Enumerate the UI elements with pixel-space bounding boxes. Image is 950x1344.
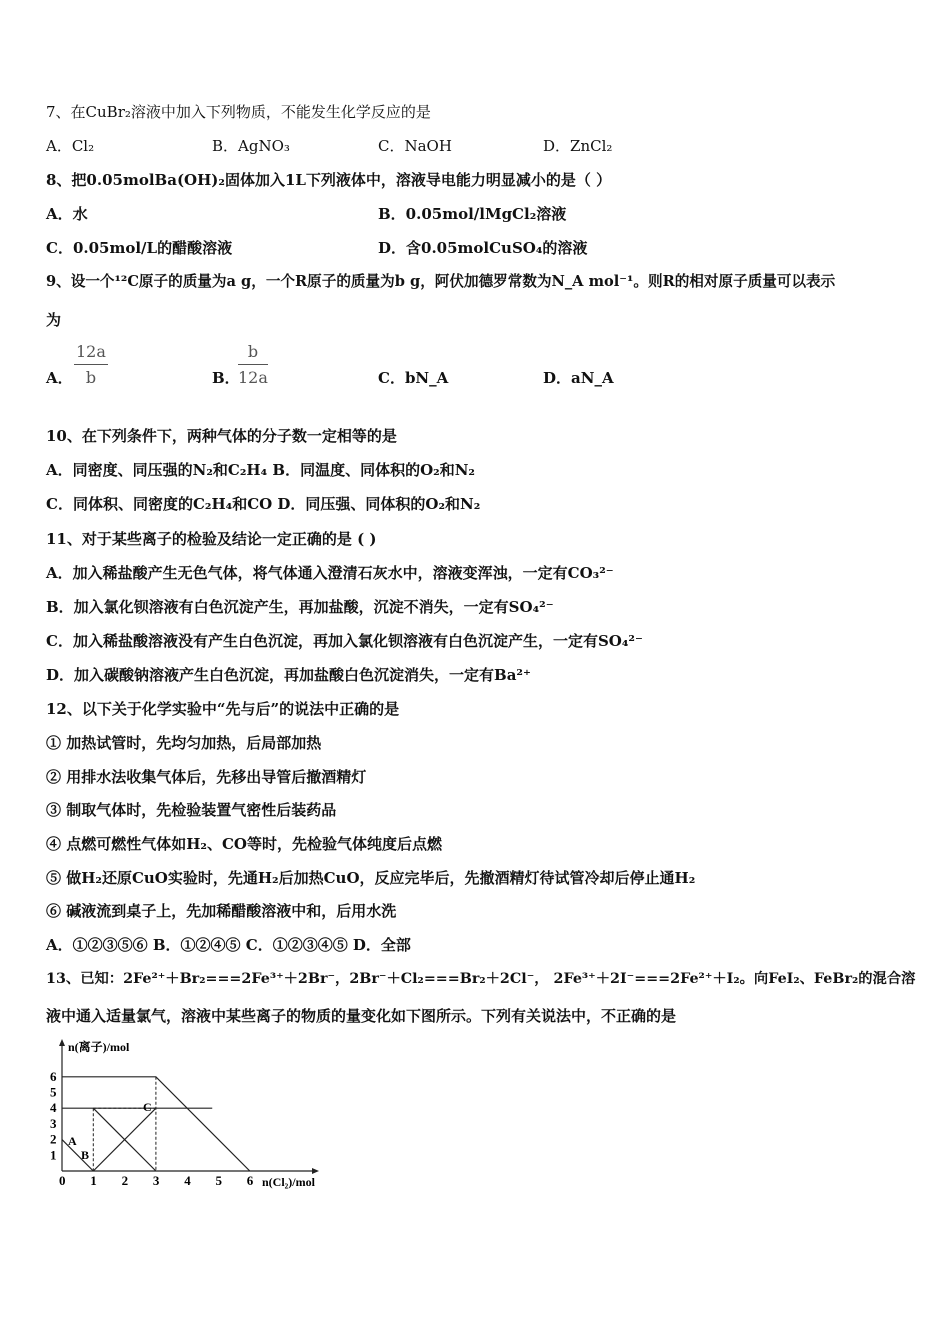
x-axis-label: n(Cl₂)/mol — [262, 1175, 315, 1189]
annotation-a: A — [68, 1134, 77, 1148]
q12-item-6: ⑥ 碱液流到桌子上，先加稀醋酸溶液中和，后用水洗 — [46, 902, 397, 920]
x-tick-label: 1 — [90, 1173, 97, 1188]
q12-stem: 12、以下关于化学实验中“先与后”的说法中正确的是 — [46, 700, 400, 718]
q12-item-5: ⑤ 做H₂还原CuO实验时，先通H₂后加热CuO，反应完毕后，先撤酒精灯待试管冷却后停止通H₂ — [46, 869, 696, 887]
q9-stem: 9、设一个¹²C原子的质量为a g，一个R原子的质量为b g，阿伏加德罗常数为N_A mol⁻¹。则R的相对原子质量可以表示 — [46, 273, 836, 290]
x-tick-label: 6 — [246, 1173, 254, 1188]
q9-a-denominator: b — [85, 368, 97, 387]
q8-option-b: B．0.05mol/lMgCl₂溶液 — [378, 205, 567, 223]
q11-option-a: A．加入稀盐酸产生无色气体，将气体通入澄清石灰水中，溶液变浑浊，一定有CO₃²⁻ — [46, 564, 614, 582]
q12-options: A．①②③⑤⑥ B．①②④⑤ C．①②③④⑤ D．全部 — [46, 936, 411, 954]
y-tick-label: 2 — [50, 1131, 57, 1147]
q10-stem: 10、在下列条件下，两种气体的分子数一定相等的是 — [46, 427, 397, 445]
q9-option-c: C．bN_A — [378, 369, 449, 387]
y-tick-label: 6 — [50, 1068, 57, 1084]
y-tick-label: 3 — [50, 1115, 57, 1131]
q11-stem: 11、对于某些离子的检验及结论一定正确的是 ( ) — [46, 530, 377, 548]
q11-option-d: D．加入碳酸钠溶液产生白色沉淀，再加盐酸白色沉淀消失，一定有Ba²⁺ — [46, 666, 531, 684]
q9-a-numerator: 12a — [74, 342, 108, 365]
q9-option-a-fraction — [74, 342, 108, 387]
q9-stem-cont: 为 — [46, 311, 62, 329]
q11-option-b: B．加入氯化钡溶液有白色沉淀产生，再加盐酸，沉淀不消失，一定有SO₄²⁻ — [46, 598, 554, 616]
q12-item-4: ④ 点燃可燃性气体如H₂、CO等时，先检验气体纯度后点燃 — [46, 835, 442, 853]
q8-option-c: C．0.05mol/L的醋酸溶液 — [46, 239, 233, 257]
q7-option-c: C．NaOH — [378, 137, 452, 155]
q12-item-1: ① 加热试管时，先均匀加热，后局部加热 — [46, 734, 322, 752]
x-tick-label: 3 — [152, 1173, 160, 1188]
q12-item-2: ② 用排水法收集气体后，先移出导管后撤酒精灯 — [46, 768, 367, 786]
x-tick-label: 2 — [121, 1173, 129, 1188]
q8-option-d: D．含0.05molCuSO₄的溶液 — [378, 239, 588, 257]
q9-option-b-fraction — [238, 342, 268, 387]
q9-b-denominator: 12a — [238, 368, 268, 387]
y-tick-label: 4 — [50, 1100, 57, 1116]
y-tick-label: 1 — [50, 1147, 57, 1163]
x-axis-arrow — [312, 1168, 319, 1174]
q9-b-numerator: b — [238, 342, 268, 365]
q13-stem: 13、已知：2Fe²⁺＋Br₂===2Fe³⁺＋2Br⁻，2Br⁻＋Cl₂===Br₂＋2Cl⁻， 2Fe³⁺＋2I⁻===2Fe²⁺＋I₂。向FeI₂、FeBr₂的混合溶 — [46, 971, 916, 987]
q7-stem: 7、在CuBr₂溶液中加入下列物质，不能发生化学反应的是 — [46, 103, 431, 121]
q9-option-a-label: A． — [46, 369, 73, 387]
q7-option-d: D．ZnCl₂ — [543, 137, 613, 155]
ion-amount-chart — [40, 1032, 340, 1202]
q9-option-b-label: B． — [212, 369, 240, 387]
y-tick-label: 5 — [50, 1084, 57, 1100]
x-tick-label: 4 — [184, 1173, 191, 1188]
annotation-b: B — [81, 1148, 90, 1162]
x-tick-label: 0 — [59, 1173, 66, 1188]
annotation-c: C — [143, 1100, 152, 1114]
q8-option-a: A．水 — [46, 205, 88, 223]
q10-options-row1: A．同密度、同压强的N₂和C₂H₄ B．同温度、同体积的O₂和N₂ — [46, 461, 475, 479]
q10-options-row2: C．同体积、同密度的C₂H₄和CO D．同压强、同体积的O₂和N₂ — [46, 495, 481, 513]
y-axis-label: n(离子)/mol — [68, 1040, 130, 1054]
q13-stem-cont: 液中通入适量氯气，溶液中某些离子的物质的量变化如下图所示。下列有关说法中，不正确的是 — [46, 1007, 677, 1025]
q8-stem: 8、把0.05molBa(OH)₂固体加入1L下列液体中，溶液导电能力明显减小的是（ ） — [46, 171, 612, 189]
q12-item-3: ③ 制取气体时，先检验装置气密性后装药品 — [46, 801, 337, 819]
y-axis-arrow — [59, 1039, 65, 1046]
q9-option-d: D．aN_A — [543, 369, 614, 387]
q7-option-a: A．Cl₂ — [46, 137, 95, 155]
q7-option-b: B．AgNO₃ — [212, 137, 290, 155]
q11-option-c: C．加入稀盐酸溶液没有产生白色沉淀，再加入氯化钡溶液有白色沉淀产生，一定有SO₄²⁻ — [46, 632, 643, 650]
x-tick-label: 5 — [215, 1173, 222, 1188]
